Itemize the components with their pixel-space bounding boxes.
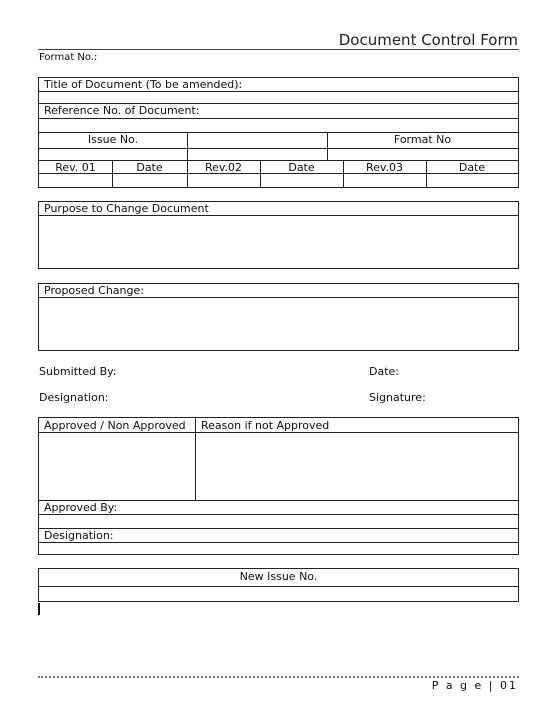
purpose-label: Purpose to Change Document bbox=[44, 202, 209, 215]
date-label: Date: bbox=[369, 365, 399, 378]
rev-02-date-label: Date bbox=[288, 161, 315, 174]
rev-02-label: Rev.02 bbox=[204, 161, 243, 174]
page-number: P a g e | 01 bbox=[431, 679, 518, 692]
page-title: Document Control Form bbox=[338, 31, 518, 49]
signature-label: Signature: bbox=[369, 391, 426, 404]
header-rule bbox=[38, 49, 519, 50]
purpose-box[interactable] bbox=[38, 201, 519, 269]
approval-designation-label: Designation: bbox=[44, 529, 114, 542]
reason-label: Reason if not Approved bbox=[201, 419, 330, 432]
title-of-document-label: Title of Document (To be amended): bbox=[44, 78, 243, 91]
approval-table bbox=[38, 417, 519, 555]
format-no-label: Format No.: bbox=[39, 52, 98, 63]
rev-03-date-label: Date bbox=[458, 161, 486, 174]
new-issue-label: New Issue No. bbox=[239, 570, 318, 583]
reference-no-label: Reference No. of Document: bbox=[44, 104, 200, 117]
proposed-change-label: Proposed Change: bbox=[44, 284, 144, 297]
submitted-by-label: Submitted By: bbox=[39, 365, 117, 378]
rev-01-label: Rev. 01 bbox=[55, 161, 96, 174]
issue-no-label: Issue No. bbox=[87, 133, 139, 146]
rev-03-label: Rev.03 bbox=[365, 161, 404, 174]
approved-status-label: Approved / Non Approved bbox=[44, 419, 186, 432]
designation-label: Designation: bbox=[39, 391, 109, 404]
document-info-table bbox=[38, 77, 519, 188]
new-issue-table bbox=[38, 568, 519, 602]
approved-by-label: Approved By: bbox=[44, 501, 118, 514]
footer-rule bbox=[38, 676, 519, 678]
rev-01-date-label: Date bbox=[136, 161, 163, 174]
proposed-change-box[interactable] bbox=[38, 283, 519, 351]
format-no-column-label: Format No bbox=[393, 133, 452, 146]
text-cursor bbox=[38, 603, 40, 615]
